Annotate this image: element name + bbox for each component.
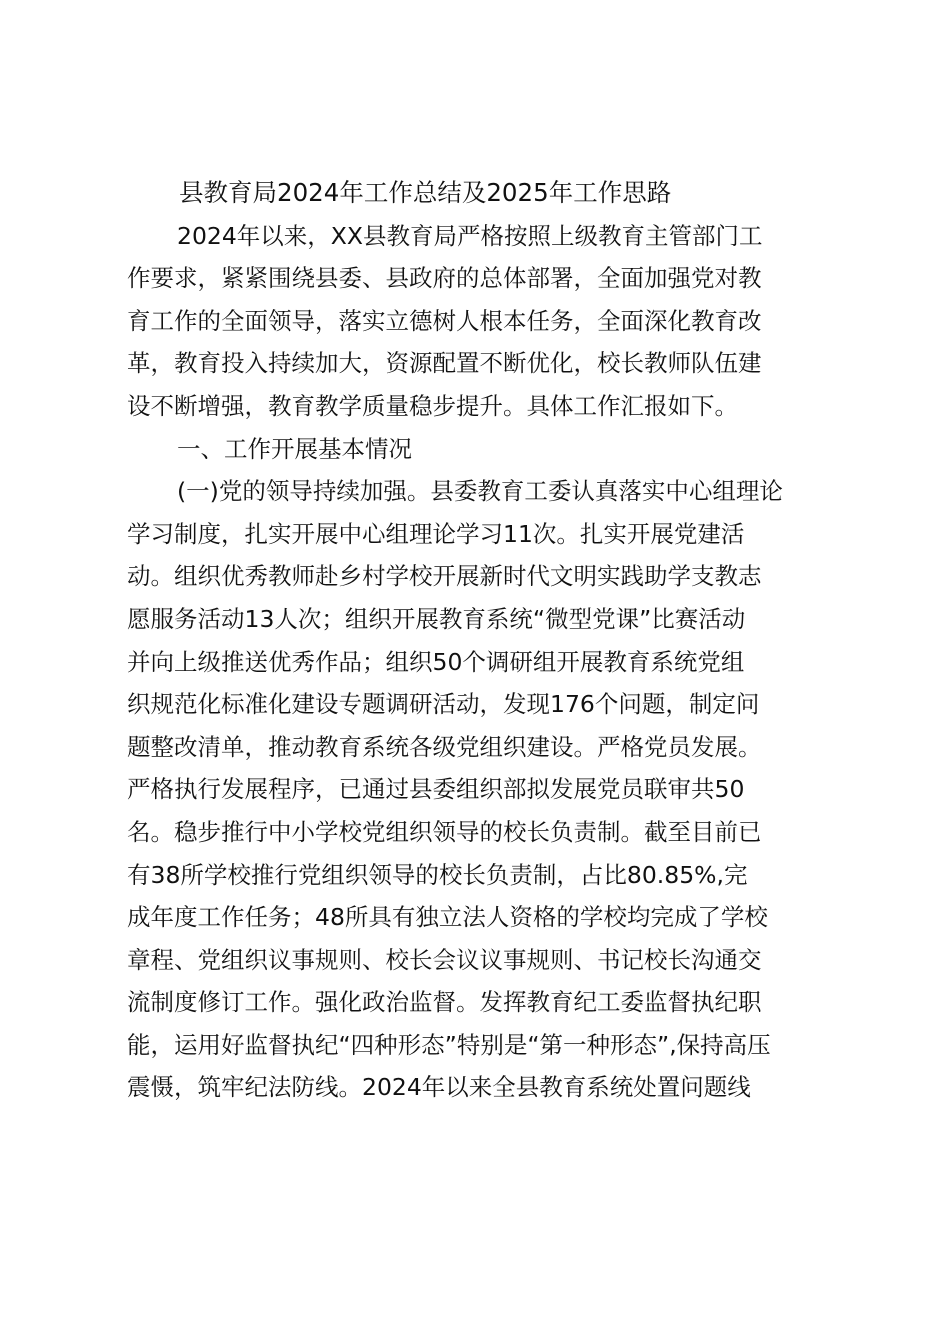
paragraph-line: 并向上级推送优秀作品；组织50个调研组开展教育系统党组 [127, 647, 745, 676]
paragraph-line: 学习制度，扎实开展中心组理论学习11次。扎实开展党建活 [127, 519, 745, 548]
paragraph-line: 有38所学校推行党组织领导的校长负责制，占比80.85%,完 [127, 860, 748, 889]
section-heading: 一、工作开展基本情况 [177, 434, 412, 463]
paragraph-line: (一)党的领导持续加强。县委教育工委认真落实中心组理论 [177, 477, 783, 506]
paragraph-line: 流制度修订工作。强化政治监督。发挥教育纪工委监督执纪职 [127, 988, 762, 1017]
paragraph-line: 名。稳步推行中小学校党组织领导的校长负责制。截至目前已 [127, 817, 762, 846]
paragraph-line: 章程、党组织议事规则、校长会议议事规则、书记校长沟通交 [127, 945, 762, 974]
paragraph-line: 革，教育投入持续加大，资源配置不断优化，校长教师队伍建 [127, 349, 762, 378]
paragraph-line: 织规范化标准化建设专题调研活动，发现176个问题，制定问 [127, 690, 760, 719]
paragraph-line: 2024年以来，XX县教育局严格按照上级教育主管部门工 [177, 221, 763, 250]
paragraph-line: 成年度工作任务；48所具有独立法人资格的学校均完成了学校 [127, 903, 768, 932]
paragraph-line: 动。组织优秀教师赴乡村学校开展新时代文明实践助学支教志 [127, 562, 762, 591]
paragraph-line: 作要求，紧紧围绕县委、县政府的总体部署，全面加强党对教 [127, 264, 762, 293]
paragraph-line: 题整改清单，推动教育系统各级党组织建设。严格党员发展。 [127, 732, 762, 761]
paragraph-line: 严格执行发展程序，已通过县委组织部拟发展党员联审共50 [127, 775, 745, 804]
document-page [127, 172, 833, 1109]
paragraph-line: 能，运用好监督执纪“四种形态”特别是“第一种形态”,保持高压 [127, 1030, 771, 1059]
paragraph-line: 震慑，筑牢纪法防线。2024年以来全县教育系统处置问题线 [127, 1073, 751, 1102]
paragraph-line: 设不断增强，教育教学质量稳步提升。具体工作汇报如下。 [127, 391, 738, 420]
paragraph-line: 愿服务活动13人次；组织开展教育系统“微型党课”比赛活动 [127, 604, 746, 633]
paragraph-line: 育工作的全面领导，落实立德树人根本任务，全面深化教育改 [127, 306, 762, 335]
document-title: 县教育局2024年工作总结及2025年工作思路 [179, 178, 672, 207]
